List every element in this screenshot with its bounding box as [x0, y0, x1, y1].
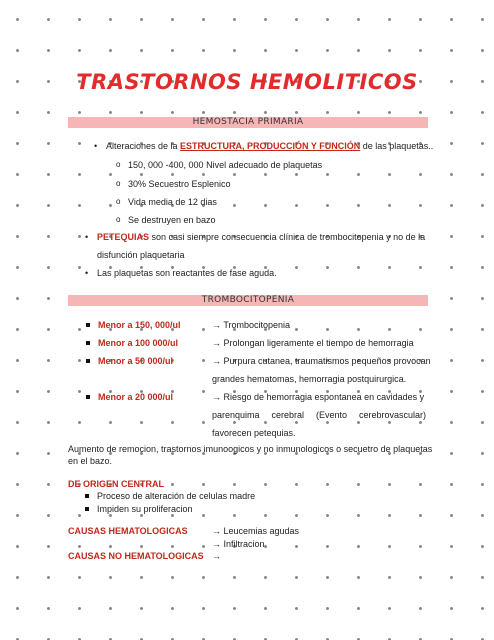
causas-hemat-item: → Infiltracion [212, 539, 265, 549]
paragraph-cont: en el bazo. [68, 456, 113, 466]
page-title: TRASTORNOS HEMOLITICOS [76, 70, 418, 94]
threshold-label: Menor a 100 000/ul [98, 338, 179, 348]
sub-item: o 30% Secuestro Esplenico [128, 178, 231, 190]
bullet-reactantes: • Las plaquetas son reactantes de fase aguda. [97, 267, 277, 279]
threshold-label: Menor a 20 000/ul [98, 392, 174, 402]
threshold-desc: → Purpura cutanea, traumatismos pequeños provocan [212, 356, 431, 366]
threshold-desc-cont: favorecen petequias. [212, 428, 296, 438]
threshold-desc-cont: grandes hematomas, hemorragia postquirurgica. [212, 374, 407, 384]
bullet-continuation: disfunción plaquetaria [97, 250, 185, 260]
bullet-alteraciones [106, 140, 433, 152]
section-header-hemostacia: HEMOSTACIA PRIMARIA [68, 117, 428, 128]
highlight-estructura: ESTRUCTURA, PRODUCCIÓN Y FUNCIÓN [180, 141, 361, 151]
bullet-text: son casi siempre consecuencia clínica de trombocitopenia y no de la [149, 232, 426, 242]
threshold-desc: → Riesgo de hemorragia espontanea en cavidades y [212, 392, 425, 402]
sub-item: o 150, 000 -400, 000 Nivel adecuado de plaquetas [128, 159, 322, 171]
origen-item: Impiden su proliferacion [97, 504, 193, 514]
section-header-trombocitopenia: TROMBOCITOPENIA [68, 295, 428, 306]
threshold-desc-cont: parenquima cerebral (Evento cerebrovascular) [212, 410, 426, 420]
causas-hemat-item: → Leucemias agudas [212, 526, 300, 536]
origen-item: Proceso de alteración de celulas madre [97, 491, 256, 501]
causas-hemat-label: CAUSAS HEMATOLOGICAS [68, 526, 188, 536]
causas-nohemat-label: CAUSAS NO HEMATOLOGICAS [68, 551, 204, 561]
threshold-desc: → Prolongan ligeramente el tiempo de hemorragia [212, 338, 414, 348]
bullet-text: Alteraciones de la [106, 141, 181, 151]
threshold-label: Menor a 50 000/ul [98, 356, 174, 366]
bullet-petequias [97, 231, 425, 243]
sub-item: o Se destruyen en bazo [128, 214, 216, 226]
threshold-label: Menor a 150, 000/ul [98, 320, 181, 330]
sub-item: o Vida media de 12 dias [128, 196, 217, 208]
bullet-text: de las plaquetas.. [360, 141, 434, 151]
threshold-desc: → Trombocitopenia [212, 320, 291, 330]
paragraph: Aumento de remocion, trastornos imunoogicos y no inmunologicos o secuetro de plaquetas [68, 444, 433, 454]
origen-header: DE ORIGEN CENTRAL [68, 479, 165, 489]
causas-nohemat-item: → [212, 551, 221, 561]
highlight-petequias: PETEQUIAS [97, 232, 150, 242]
